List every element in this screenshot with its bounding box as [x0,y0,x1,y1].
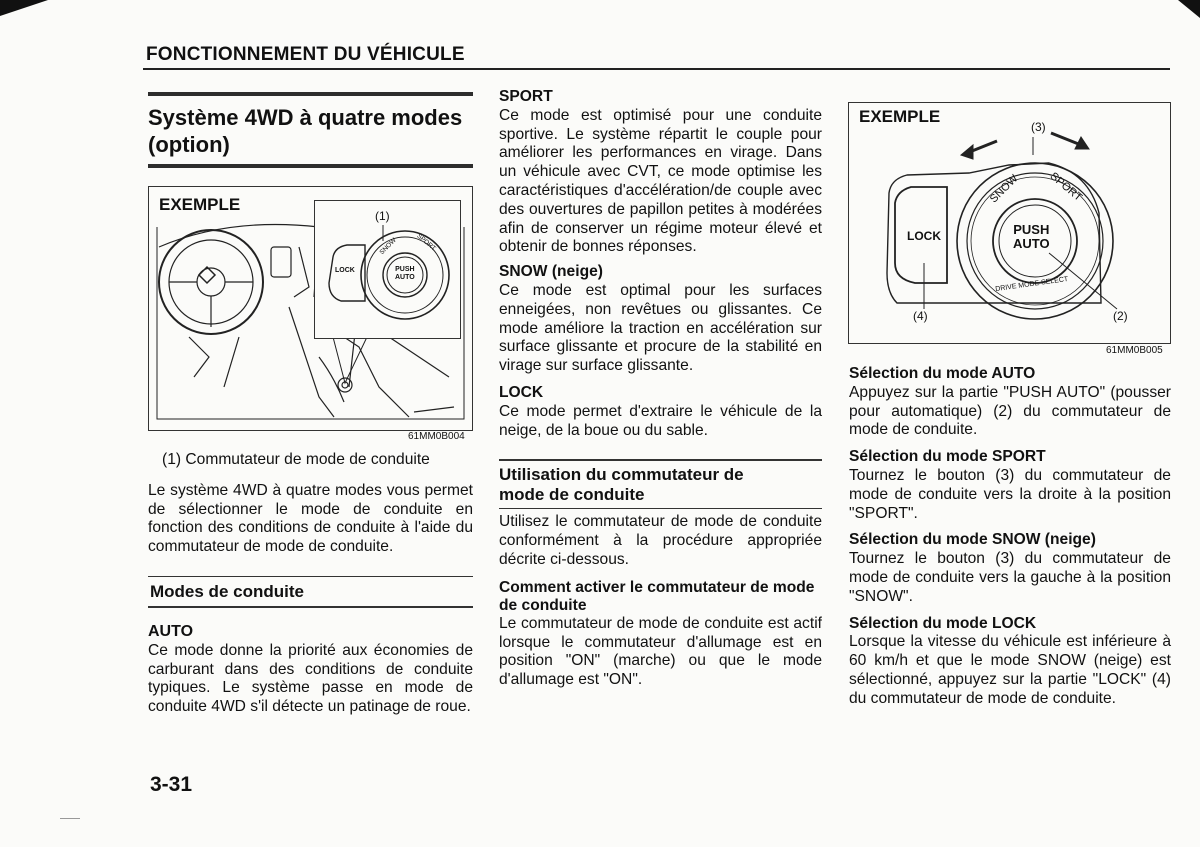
page-number: 3-31 [150,773,193,796]
rule [148,576,473,578]
sel-lock-text: Lorsque la vitesse du véhicule est inférieure à 60 km/h et que le mode SNOW (neige) est sélectionné, appuyez sur la partie "LOCK" (4) du commutateur de mode de conduite. [849,633,1171,707]
push-auto-label: PUSH AUTO [1013,222,1050,251]
header-rule [143,68,1170,70]
sport-text: Ce mode est optimisé pour une conduite sportive. Le système répartit le couple pour améliorer les performances en virage. Dans un véhicule avec CVT, ce mode optimise les caractéristiques d'accélération/de couple avec des ouvertures de papillon petites à modérées afin de conserver un régime moteur élevé et obtenir de bonnes réponses. [499,106,822,256]
corner-mark-left [0,0,48,16]
auto-title: AUTO [148,622,194,640]
section-bottom-bar [148,164,473,168]
mode-switch-illustration [849,103,1170,343]
rule [148,606,473,608]
figure-label: EXEMPLE [159,195,241,214]
subsection-title: Modes de conduite [150,582,304,602]
callout-4: (4) [913,309,928,323]
callout-2: (2) [1113,309,1128,323]
snow-text: Ce mode est optimal pour les surfaces enneigées, non revêtues ou glissantes. Ce mode améliore la traction en accélération sur surface glissante et procure de la stabilité en virage sur surface glissante. [499,281,822,375]
sport-title: SPORT [499,88,553,105]
right-column [849,365,1171,709]
sel-sport-text: Tournez le bouton (3) du commutateur de mode de conduite vers la droite à la position "SPORT". [849,466,1171,522]
figure-dashboard [148,186,473,431]
dial-push-auto: PUSH AUTO [395,266,415,281]
figure-caption: (1) Commutateur de mode de conduite [162,451,430,468]
sel-lock-title: Sélection du mode LOCK [849,614,1037,632]
activate-title: Comment activer le commutateur de mode de conduite [499,578,815,614]
sel-snow-title: Sélection du mode SNOW (neige) [849,531,1096,549]
snow-dial-label: SNOW [987,172,1021,206]
sel-auto-text: Appuyez sur la partie "PUSH AUTO" (pousser pour automatique) (2) du commutateur de mode de conduite. [849,383,1171,439]
figure-code: 61MM0B005 [1106,345,1163,356]
middle-column [499,88,822,690]
figure-mode-switch [848,102,1171,344]
lock-text: Ce mode permet d'extraire le véhicule de la neige, de la boue ou du sable. [499,402,822,439]
activate-text: Le commutateur de mode de conduite est actif lorsque le commutateur d'allumage est en position "ON" (marche) ou que le mode d'allumage est "ON". [499,614,822,689]
left-column-text [148,451,473,717]
left-column [148,92,473,168]
rule [499,508,822,510]
callout-box [314,200,461,339]
lock-button-label: LOCK [907,229,941,243]
sel-auto-title: Sélection du mode AUTO [849,365,1036,382]
callout-number: (1) [375,209,390,223]
dial-lock-label: LOCK [335,267,355,274]
running-header: FONCTIONNEMENT DU VÉHICULE [146,44,465,65]
footer-mark [60,818,80,819]
dial-snow-label: SNOW [378,236,398,257]
callout-3: (3) [1031,120,1046,134]
drive-mode-select-label: DRIVE MODE SELECT [994,275,1069,294]
dial-sport-label: SPORT [415,232,437,253]
usage-title: Utilisation du commutateur de mode de conduite [499,464,744,504]
sel-sport-title: Sélection du mode SPORT [849,448,1046,466]
lock-title: LOCK [499,383,544,401]
usage-text: Utilisez le commutateur de mode de conduite conformément à la procédure appropriée décrite ci-dessous. [499,513,822,568]
auto-text: Ce mode donne la priorité aux économies de carburant dans des conditions de conduite typiques. Le système passe en mode de conduite 4WD s'il détecte un patinage de roue. [148,641,473,716]
intro-paragraph: Le système 4WD à quatre modes vous permet de sélectionner le mode de conduite en fonction des conditions de conduite à l'aide du commutateur de mode de conduite. [148,481,473,556]
sport-dial-label: SPORT [1047,170,1085,204]
corner-mark-right [1178,0,1200,18]
section-title: Système 4WD à quatre modes (option) [148,105,463,157]
rule [499,459,822,461]
figure-code: 61MM0B004 [408,431,465,442]
sel-snow-text: Tournez le bouton (3) du commutateur de mode de conduite vers la gauche à la position "SNOW". [849,550,1171,605]
section-top-bar [148,92,473,96]
figure-label: EXEMPLE [859,107,941,126]
snow-title: SNOW (neige) [499,263,603,281]
